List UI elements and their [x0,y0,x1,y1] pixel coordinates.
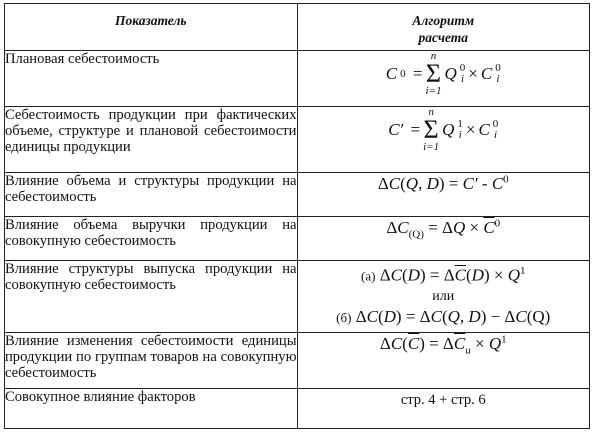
row-formula [297,107,590,173]
table-row [5,51,590,107]
formula-planned-cost: C 0 = n Σ i=1 Q 0 i × C 0 i [385,50,501,97]
table-row [5,173,590,217]
header-algorithm-line2: расчета [418,30,468,45]
table-row [5,333,590,389]
row-label: Себестоимость продукции при фактических объеме, структуре и плановой себестоимости единицы продукции [5,107,298,173]
row-formula [297,389,590,429]
table-row [5,261,590,333]
formula-volume-structure-effect: ΔC(Q, $D) = C' - C^0$ [377,173,509,193]
header-indicator-text: Показатель [114,13,187,28]
formula-total-effect: стр. 4 + стр. 6 [400,392,486,408]
row-formula [297,261,590,333]
indicators-table [4,3,590,429]
row-label: Влияние объема и структуры продукции на себестоимость [5,173,298,217]
formula-unit-cost-effect: $\Delta C(\overline{C}) = \Delta\overline{C}_и \times Q^1$ [379,333,507,357]
header-row [5,4,590,51]
formula-actual-volume-cost: C′ = n Σ i=1 Q 1 i × C 0 i [388,106,499,153]
formula-or: или [432,288,455,304]
table-row [5,217,590,261]
row-label: Совокупное влияние факторов [5,389,298,429]
row-label: Влияние структуры выпуска продукции на совокупную себестоимость [5,261,298,333]
row-formula [297,333,590,389]
row-formula [297,217,590,261]
header-algorithm [297,4,590,51]
table-row [5,107,590,173]
header-indicator [5,4,298,51]
formula-revenue-effect: $\Delta C_{(Q)} = \Delta Q \times \overline{C}^0$ [386,217,501,241]
formula-structure-b: (б) ΔC(D) = ΔC(Q, D) − ΔC(Q) [336,306,551,326]
row-formula [297,51,590,107]
row-formula [297,173,590,217]
formula-structure-a: (а) $\Delta C(D) = \Delta\overline{C}(D) \times Q^1$ [361,265,526,285]
row-label: Влияние изменения себестоимости единицы продукции по группам товаров на совокупную себестоимость [5,333,298,389]
table-row [5,389,590,429]
row-label: Влияние объема выручки продукции на совокупную себестоимость [5,217,298,261]
row-label: Плановая себестоимость [5,51,298,107]
header-algorithm-line1: Алгоритм [412,13,475,28]
